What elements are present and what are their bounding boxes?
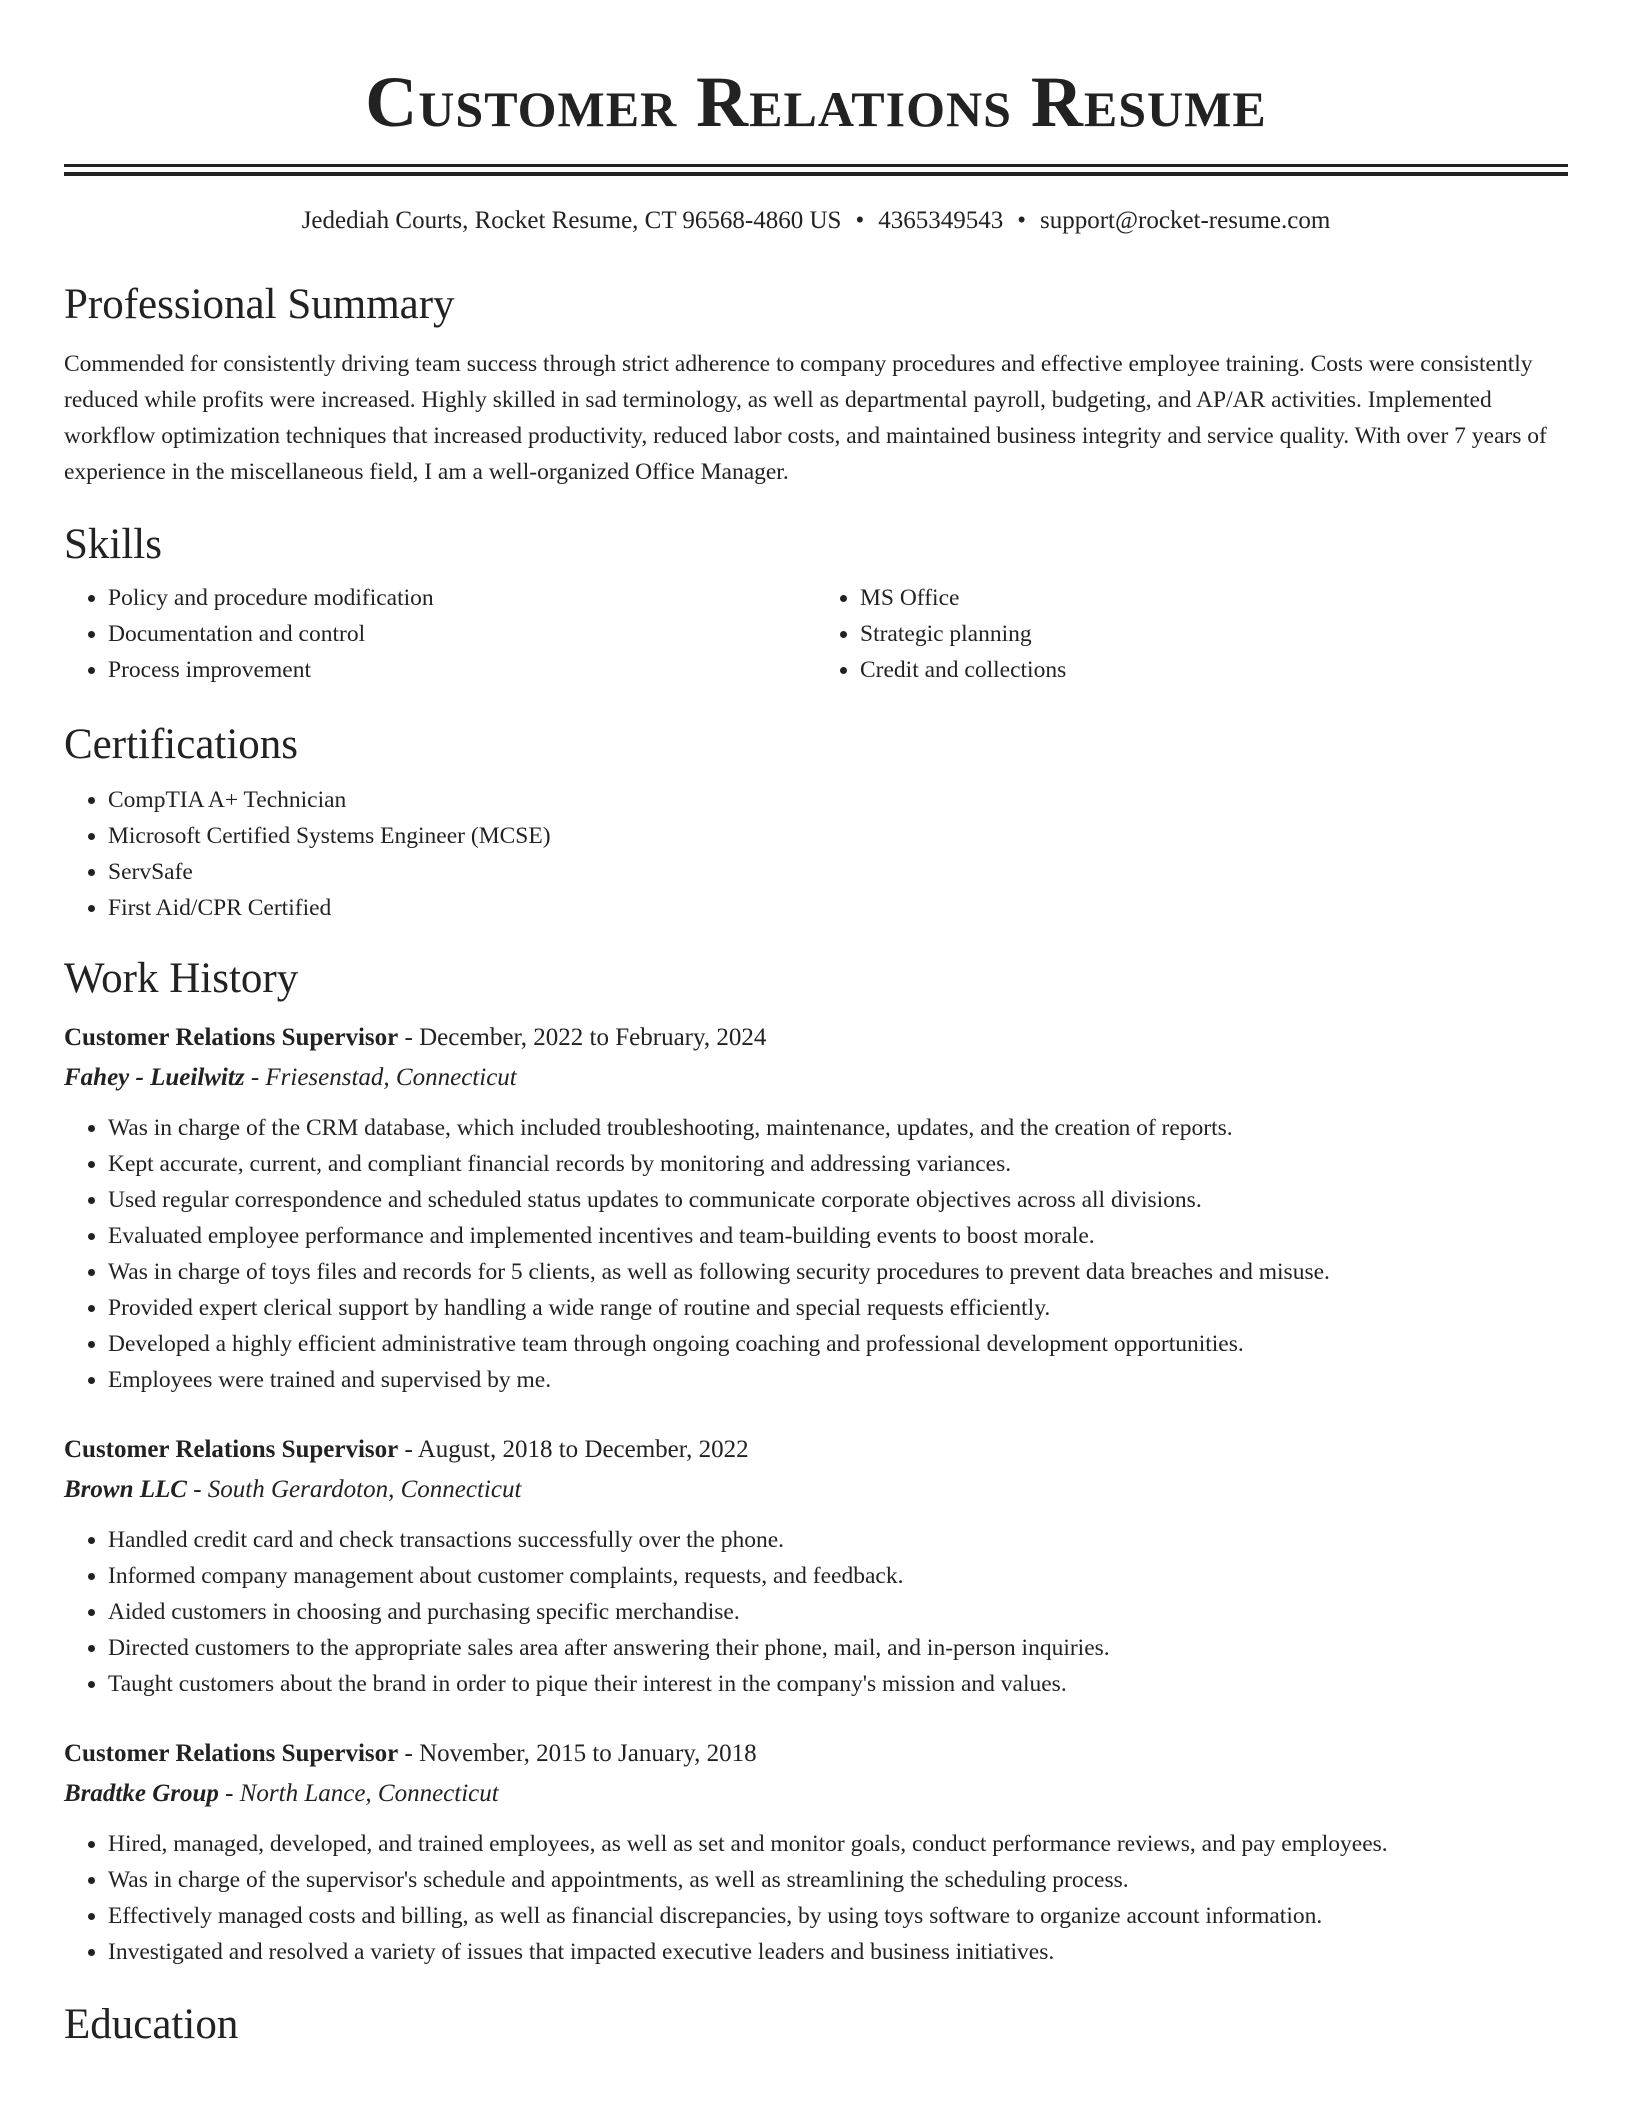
skill-item: • Policy and procedure modification [108, 580, 816, 616]
job-header [64, 1432, 1568, 1468]
job-bullet: • Was in charge of toys files and records for 5 clients, as well as following security procedures to prevent data breaches and misuse. [108, 1254, 1568, 1290]
contact-address: Jedediah Courts, Rocket Resume, CT 96568-4860 US [301, 207, 842, 234]
job-entry [64, 1020, 1568, 1398]
job-company: Fahey - Lueilwitz [64, 1064, 245, 1091]
skill-item: • MS Office [860, 580, 1568, 616]
skill-item: • Documentation and control [108, 616, 816, 652]
job-title: Customer Relations Supervisor [64, 1436, 399, 1463]
job-dates: - November, 2015 to January, 2018 [398, 1740, 757, 1767]
title-double-rule [64, 164, 1568, 176]
job-bullets [64, 1522, 1568, 1702]
skill-item: • Credit and collections [860, 652, 1568, 688]
job-bullets [64, 1110, 1568, 1398]
job-employer [64, 1776, 1568, 1812]
job-bullet: • Directed customers to the appropriate sales area after answering their phone, mail, and in-person inquiries. [108, 1630, 1568, 1666]
job-bullet: • Effectively managed costs and billing, as well as financial discrepancies, by using toys software to organize account information. [108, 1898, 1568, 1934]
skills-left-list [64, 580, 816, 688]
contact-email: support@rocket-resume.com [1040, 207, 1331, 234]
job-title: Customer Relations Supervisor [64, 1740, 399, 1767]
job-bullet: • Provided expert clerical support by handling a wide range of routine and special requests efficiently. [108, 1290, 1568, 1326]
job-bullet: • Kept accurate, current, and compliant financial records by monitoring and addressing variances. [108, 1146, 1568, 1182]
skills-heading: Skills [64, 521, 162, 568]
job-employer [64, 1472, 1568, 1508]
summary-text: Commended for consistently driving team success through strict adherence to company procedures and effective employee training. Costs were consistently reduced while profits were increased. Highly skilled in sad terminology, as well as departmental payroll, budgeting, and AP/AR activities. Implemented workflow optimization techniques that increased productivity, reduced labor costs, and maintained business integrity and service quality. With over 7 years of experience in the miscellaneous field, I am a well-organized Office Manager. [64, 351, 1547, 485]
job-bullet: • Hired, managed, developed, and trained employees, as well as set and monitor goals, conduct performance reviews, and pay employees. [108, 1826, 1568, 1862]
skills-columns [64, 580, 1568, 688]
work-history-heading: Work History [64, 955, 299, 1002]
job-header [64, 1020, 1568, 1056]
summary-heading: Professional Summary [64, 281, 455, 328]
contact-separator: • [855, 207, 865, 234]
job-bullet: • Used regular correspondence and scheduled status updates to communicate corporate objectives across all divisions. [108, 1182, 1568, 1218]
job-bullet: • Taught customers about the brand in order to pique their interest in the company's mission and values. [108, 1666, 1568, 1702]
resume-page [64, 0, 1568, 2052]
contact-separator: • [1017, 207, 1026, 234]
education-heading: Education [64, 2001, 239, 2048]
resume-title: Customer Relations Resume [365, 62, 1267, 142]
job-bullet: • Employees were trained and supervised by me. [108, 1362, 1568, 1398]
job-bullet: • Investigated and resolved a variety of issues that impacted executive leaders and business initiatives. [108, 1934, 1568, 1970]
certifications-heading: Certifications [64, 721, 299, 768]
job-bullet: • Evaluated employee performance and implemented incentives and team-building events to boost morale. [108, 1218, 1568, 1254]
job-location: - Friesenstad, Connecticut [244, 1064, 517, 1091]
job-location: - South Gerardoton, Connecticut [186, 1476, 522, 1503]
skill-item: • Strategic planning [860, 616, 1568, 652]
job-header [64, 1736, 1568, 1772]
skills-right-list [816, 580, 1568, 688]
job-bullet: • Aided customers in choosing and purchasing specific merchandise. [108, 1594, 1568, 1630]
certification-item: • Microsoft Certified Systems Engineer (MCSE) [108, 818, 1568, 854]
contact-phone: 4365349543 [878, 207, 1004, 234]
certifications-list [64, 782, 1568, 926]
job-company: Brown LLC [64, 1476, 187, 1503]
job-entry [64, 1432, 1568, 1702]
job-title: Customer Relations Supervisor [64, 1024, 399, 1051]
certification-item: • ServSafe [108, 854, 1568, 890]
job-employer [64, 1060, 1568, 1096]
contact-line [64, 204, 1568, 238]
job-location: - North Lance, Connecticut [218, 1780, 499, 1807]
job-company: Bradtke Group [64, 1780, 219, 1807]
job-bullet: • Informed company management about customer complaints, requests, and feedback. [108, 1558, 1568, 1594]
certification-item: • First Aid/CPR Certified [108, 890, 1568, 926]
job-bullet: • Developed a highly efficient administrative team through ongoing coaching and professional development opportunities. [108, 1326, 1568, 1362]
job-dates: - August, 2018 to December, 2022 [398, 1436, 749, 1463]
job-bullet: • Handled credit card and check transactions successfully over the phone. [108, 1522, 1568, 1558]
job-entry [64, 1736, 1568, 1970]
job-bullet: • Was in charge of the supervisor's schedule and appointments, as well as streamlining the scheduling process. [108, 1862, 1568, 1898]
certification-item: • CompTIA A+ Technician [108, 782, 1568, 818]
skill-item: • Process improvement [108, 652, 816, 688]
job-bullet: • Was in charge of the CRM database, which included troubleshooting, maintenance, updates, and the creation of reports. [108, 1110, 1568, 1146]
job-dates: - December, 2022 to February, 2024 [398, 1024, 767, 1051]
job-bullets [64, 1826, 1568, 1970]
